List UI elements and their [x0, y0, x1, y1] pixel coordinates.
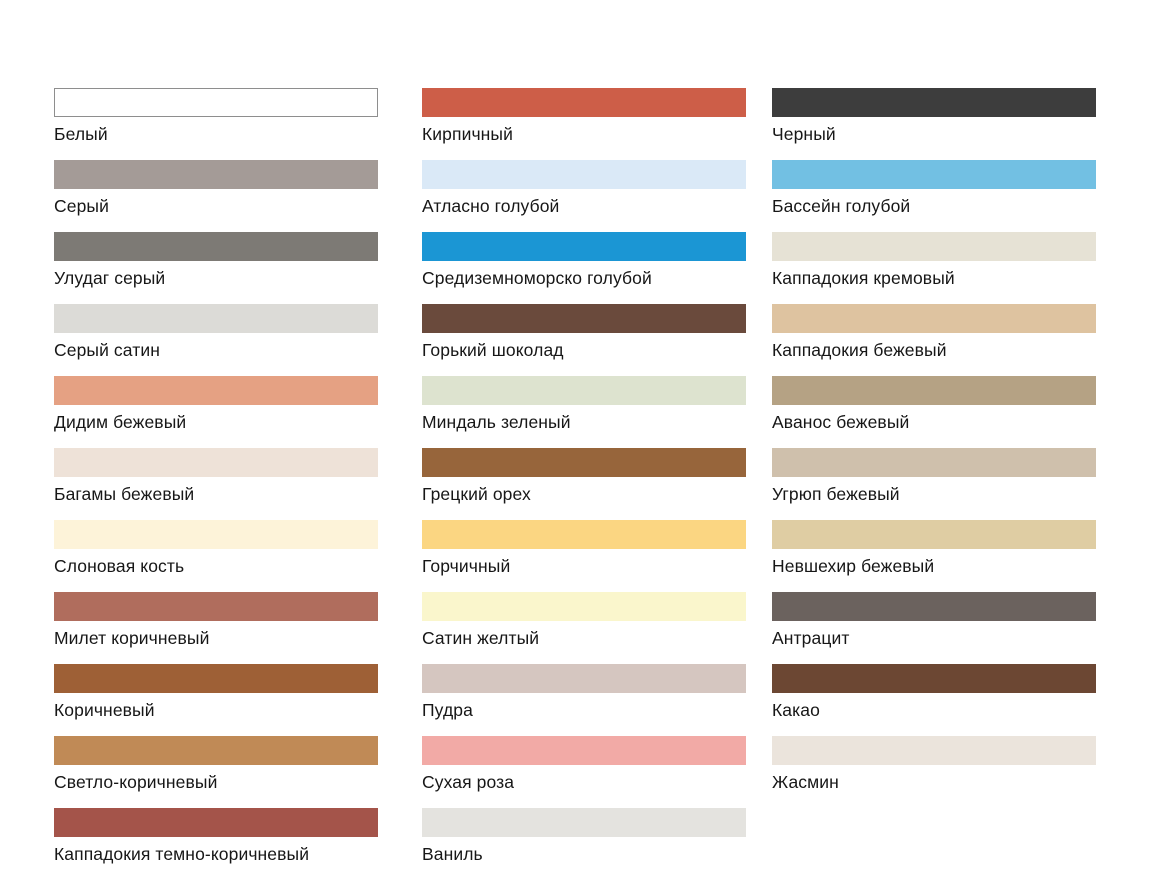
list-item[interactable] — [772, 592, 1136, 648]
list-item[interactable] — [772, 88, 1136, 144]
color-swatch[interactable] — [772, 304, 1096, 333]
color-swatch[interactable] — [772, 160, 1096, 189]
color-name-label: Ваниль — [422, 844, 483, 864]
color-name-label: Какао — [772, 700, 820, 720]
palette-column-2 — [372, 0, 736, 880]
color-swatch[interactable] — [54, 592, 378, 621]
list-item[interactable] — [54, 88, 372, 144]
list-item[interactable] — [422, 520, 736, 576]
list-item[interactable] — [422, 664, 736, 720]
color-swatch[interactable] — [422, 88, 746, 117]
color-swatch[interactable] — [54, 520, 378, 549]
color-swatch[interactable] — [54, 232, 378, 261]
color-swatch[interactable] — [422, 304, 746, 333]
list-item[interactable] — [54, 376, 372, 432]
color-swatch[interactable] — [422, 160, 746, 189]
color-swatch[interactable] — [422, 808, 746, 837]
list-item[interactable] — [54, 736, 372, 792]
list-item[interactable] — [772, 160, 1136, 216]
color-name-label: Милет коричневый — [54, 628, 210, 648]
palette-column-3 — [736, 0, 1136, 880]
color-swatch[interactable] — [422, 448, 746, 477]
color-name-label: Горький шоколад — [422, 340, 564, 360]
list-item[interactable] — [54, 808, 372, 864]
list-item[interactable] — [54, 664, 372, 720]
color-swatch[interactable] — [54, 808, 378, 837]
color-swatch[interactable] — [772, 664, 1096, 693]
color-swatch[interactable] — [54, 736, 378, 765]
list-item[interactable] — [772, 304, 1136, 360]
color-name-label: Аванос бежевый — [772, 412, 910, 432]
color-name-label: Жасмин — [772, 772, 839, 792]
color-name-label: Серый сатин — [54, 340, 160, 360]
color-name-label: Серый — [54, 196, 109, 216]
color-swatch[interactable] — [772, 736, 1096, 765]
color-name-label: Белый — [54, 124, 108, 144]
list-item[interactable] — [422, 232, 736, 288]
color-swatch[interactable] — [54, 304, 378, 333]
color-swatch[interactable] — [422, 592, 746, 621]
list-item[interactable] — [772, 520, 1136, 576]
palette-column-1 — [0, 0, 372, 880]
color-swatch[interactable] — [54, 88, 378, 117]
color-swatch[interactable] — [54, 376, 378, 405]
color-name-label: Атласно голубой — [422, 196, 560, 216]
list-item[interactable] — [54, 232, 372, 288]
list-item[interactable] — [772, 376, 1136, 432]
color-name-label: Светло-коричневый — [54, 772, 218, 792]
color-swatch[interactable] — [772, 376, 1096, 405]
color-name-label: Слоновая кость — [54, 556, 185, 576]
color-name-label: Сатин желтый — [422, 628, 540, 648]
list-item[interactable] — [422, 88, 736, 144]
color-swatch[interactable] — [54, 160, 378, 189]
list-item[interactable] — [422, 592, 736, 648]
color-swatch[interactable] — [772, 448, 1096, 477]
list-item[interactable] — [772, 232, 1136, 288]
color-name-label: Миндаль зеленый — [422, 412, 571, 432]
color-name-label: Сухая роза — [422, 772, 515, 792]
list-item[interactable] — [772, 448, 1136, 504]
list-item[interactable] — [54, 304, 372, 360]
color-swatch[interactable] — [772, 232, 1096, 261]
list-item[interactable] — [422, 160, 736, 216]
color-name-label: Каппадокия кремовый — [772, 268, 955, 288]
color-name-label: Улудаг серый — [54, 268, 166, 288]
color-swatch[interactable] — [772, 592, 1096, 621]
list-item[interactable] — [54, 160, 372, 216]
color-name-label: Коричневый — [54, 700, 155, 720]
color-name-label: Антрацит — [772, 628, 850, 648]
color-name-label: Пудра — [422, 700, 473, 720]
list-item[interactable] — [422, 376, 736, 432]
list-item[interactable] — [422, 304, 736, 360]
color-name-label: Дидим бежевый — [54, 412, 187, 432]
list-item[interactable] — [422, 808, 736, 864]
color-swatch[interactable] — [772, 88, 1096, 117]
color-name-label: Каппадокия темно-коричневый — [54, 844, 310, 864]
color-name-label: Бассейн голубой — [772, 196, 911, 216]
list-item[interactable] — [422, 448, 736, 504]
list-item[interactable] — [772, 736, 1136, 792]
color-swatch[interactable] — [422, 664, 746, 693]
color-name-label: Багамы бежевый — [54, 484, 195, 504]
color-swatch[interactable] — [772, 520, 1096, 549]
color-swatch[interactable] — [422, 736, 746, 765]
color-name-label: Горчичный — [422, 556, 511, 576]
color-name-label: Каппадокия бежевый — [772, 340, 947, 360]
color-name-label: Угрюп бежевый — [772, 484, 900, 504]
color-swatch[interactable] — [422, 520, 746, 549]
list-item[interactable] — [54, 448, 372, 504]
color-swatch[interactable] — [422, 232, 746, 261]
color-swatch[interactable] — [422, 376, 746, 405]
color-name-label: Кирпичный — [422, 124, 513, 144]
list-item[interactable] — [54, 520, 372, 576]
color-name-label: Черный — [772, 124, 836, 144]
list-item[interactable] — [772, 664, 1136, 720]
color-name-label: Невшехир бежевый — [772, 556, 935, 576]
list-item[interactable] — [422, 736, 736, 792]
color-name-label: Средиземноморско голубой — [422, 268, 652, 288]
color-name-label: Грецкий орех — [422, 484, 531, 504]
color-swatch[interactable] — [54, 448, 378, 477]
color-swatch[interactable] — [54, 664, 378, 693]
list-item[interactable] — [54, 592, 372, 648]
